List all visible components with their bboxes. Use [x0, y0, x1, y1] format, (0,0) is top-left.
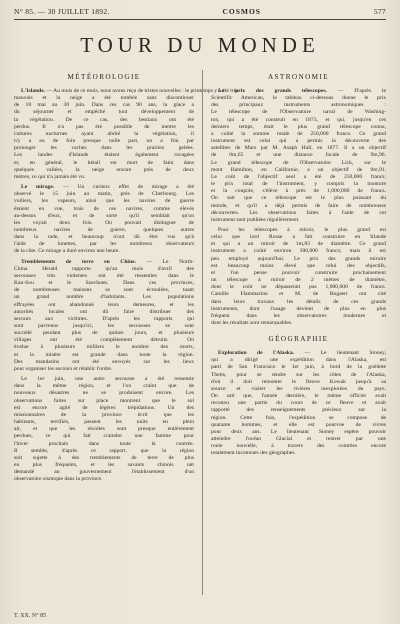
journal-name: COSMOS — [222, 7, 261, 16]
text-line — [211, 400, 386, 407]
right-column — [202, 70, 386, 595]
line-text: route nouvelle, à travers des contrées encore — [211, 443, 386, 450]
line-text: observations faites sur place montrent que le sol — [14, 397, 194, 404]
line-text: instrument sont publiées régulièrement. — [211, 216, 300, 223]
text-line — [14, 167, 194, 174]
line-text: habitants, terrifiés, passent les nuits en plein — [14, 419, 194, 426]
line-text: instrument a coûté environ 300,000 francs; mais il est — [211, 248, 386, 255]
text-line — [14, 448, 194, 455]
text-line — [211, 117, 386, 124]
text-line — [14, 323, 194, 330]
line-text: sont parvenus jusqu'ici, les secousses se sont — [14, 323, 194, 329]
article-mirage — [14, 184, 194, 256]
line-text: effrayées ont abandonné leurs demeures, et les — [14, 301, 194, 308]
line-text: instrument est celui qui a permis la découverte des — [211, 138, 386, 145]
text-line — [211, 131, 386, 138]
line-text: quarante hommes, et elle est pourvue de vivres — [211, 421, 386, 428]
text-line — [14, 330, 194, 337]
section-heading-meteorologie: MÉTÉOROLOGIE — [67, 73, 141, 81]
text-line — [211, 436, 386, 443]
issue-date: N° 85. — 30 JUILLET 1892. — [14, 7, 110, 16]
article-telescopes-suite — [211, 227, 386, 327]
line-text: et, en général, le bétail est mort de faim dans — [14, 159, 194, 166]
line-text: pour organiser les secours et rétablir l'ordre. — [14, 365, 113, 372]
text-line — [211, 443, 386, 450]
header-rule — [14, 19, 386, 20]
line-text: dans leurs travaux les détails de ces grands — [211, 298, 386, 305]
article-telescopes — [211, 88, 386, 224]
line-text: On sait que ce télescope est le plus puissant du — [211, 195, 386, 202]
line-text: derniers temps, était le plus grand télescope connu, — [211, 123, 386, 130]
line-text: et l'on pense pouvoir construire prochainement — [211, 269, 386, 276]
line-text: et la coupole, s'élève à près de 1,000,000 de francs. — [211, 188, 386, 195]
line-text: cultures nocturnes ayant abrité la végétation, il — [14, 130, 194, 137]
text-line — [14, 376, 194, 383]
text-line — [14, 109, 194, 116]
text-line — [211, 350, 386, 357]
line-text: air, et que les récoltes sont presque entièrement — [14, 426, 194, 433]
text-line — [211, 152, 386, 159]
text-line — [211, 217, 386, 224]
article-islande — [14, 88, 239, 181]
line-text: du séjourner et empêché tout développement de — [14, 109, 194, 116]
text-line — [14, 316, 194, 323]
line-text: étaient en vue, trois de ces navires, comme élevés — [14, 205, 194, 212]
line-text: un grand nombre d'habitants. Les populations — [14, 294, 194, 301]
article-title: Le prix des grands télescopes. — [218, 88, 327, 94]
text-line — [14, 366, 194, 373]
line-text: missionnaires de la province écrit que les — [14, 411, 194, 418]
text-line — [14, 398, 194, 405]
article-tremblements — [14, 259, 194, 374]
line-text: qui a dirigé une expédition dans l'Alaska, est — [211, 357, 386, 364]
text-line — [14, 419, 194, 426]
text-line — [211, 291, 386, 298]
text-line — [211, 256, 386, 263]
article-title: Le mirage. — [21, 184, 55, 191]
line-text: observé le 15 juin au matin, près de Cherbourg. Les — [14, 191, 194, 198]
line-text: Le 1er juin, une autre secousse a été ressentie — [21, 376, 194, 383]
text-line — [211, 188, 386, 195]
line-text: d'où il doit remonter le fleuve Kowak jusqu'à sa — [211, 378, 386, 385]
line-text: China Herald rapporte qu'au mois d'avril des — [14, 265, 194, 272]
text-line — [211, 299, 386, 306]
line-text: — Au mois de ce mois, nous avons reçu de tristes nouvelles : le printemps y a été très — [46, 88, 239, 94]
article-title: Exploration de l'Alaska. — [218, 350, 295, 357]
section-heading-geographie: GÉOGRAPHIE — [268, 335, 329, 344]
text-line — [14, 191, 194, 198]
left-column — [14, 70, 239, 595]
line-text: est encore agité de légères trépidations. Un des — [14, 404, 194, 411]
line-text: demandé au gouvernement l'établissement d'un — [14, 469, 194, 476]
line-text: Il semble, d'après ce rapport, que la région — [14, 447, 194, 454]
line-text: instruments, dont l'usage devient de plus en plus — [211, 305, 386, 312]
text-line — [14, 337, 194, 344]
article-title: L'Islande. — [21, 88, 46, 94]
line-text: monde, et qu'il a déjà permis de faire de nombreuses — [211, 202, 386, 209]
text-line — [14, 302, 194, 309]
article-alaska — [211, 350, 386, 457]
text-line — [14, 352, 194, 359]
text-line — [14, 95, 194, 102]
article-title: Tremblements de terre en Chine. — [21, 258, 136, 265]
line-text: Kan-Sou et le Szechuen. Dans ces provinces, — [14, 280, 194, 287]
text-line — [14, 405, 194, 412]
line-text: Scientific American, le tableau ci-dessous donne le prix — [211, 95, 386, 102]
text-line — [211, 234, 386, 241]
text-line — [211, 167, 386, 174]
line-text: pour deux ans. Le lieutenant Stoney espère pouvoir — [211, 428, 386, 435]
line-text: découvertes. Les observations faites à l'aide de cet — [211, 209, 386, 216]
line-text: Le grand télescope de l'Observatoire Lick, sur le — [211, 159, 386, 166]
text-line — [211, 306, 386, 313]
text-line — [211, 203, 386, 210]
text-line — [14, 145, 194, 152]
line-text: — Un curieux effet de mirage a été — [63, 184, 194, 191]
line-text: mont Hamilton, en Californie, a un objectif de 0m,91. — [211, 166, 386, 173]
text-line — [14, 259, 194, 266]
page-title: TOUR DU MONDE — [80, 33, 320, 57]
text-line — [211, 124, 386, 131]
text-line — [14, 273, 194, 280]
text-line — [14, 198, 194, 205]
article-tremblements-suite — [14, 376, 194, 483]
text-line — [14, 213, 194, 220]
line-text: région. Cette fois, l'expédition se compose de — [211, 414, 386, 421]
text-line — [14, 124, 194, 131]
line-text: des principaux instruments astronomiques : — [211, 102, 386, 109]
line-text: — Le North- — [146, 258, 194, 265]
text-line — [211, 429, 386, 436]
line-text: voiliers, les vapeurs, ainsi que les navires de guerre — [14, 198, 194, 205]
text-line — [14, 241, 194, 248]
line-text: On sait que, l'année dernière, le même officier avait — [211, 393, 386, 400]
line-text: villages ont été complètement détruits. On — [14, 337, 194, 344]
text-line — [211, 357, 386, 364]
line-text: ton, qui a été construit en 1873, et qui, jusqu'en ces — [211, 116, 386, 123]
line-text: mètres, ce qui n'a jamais été vu. — [14, 173, 86, 180]
text-line — [211, 263, 386, 270]
line-text: nombreux navires de guerre, quelques autres — [14, 226, 194, 233]
line-text: les voyait deux fois. On pouvait distinguer de — [14, 219, 194, 226]
section-heading-astronomie: ASTRONOMIE — [267, 73, 330, 81]
text-line — [211, 174, 386, 181]
line-text: mauvais et la neige a été tombée sans discontinuer — [14, 95, 194, 102]
line-text: perdus. Il n'a pas été possible de mettre les — [14, 123, 194, 130]
text-line — [14, 102, 194, 109]
text-line — [14, 390, 194, 397]
text-line — [14, 469, 194, 476]
line-text: quelques vallées, la neige encore près de deux — [14, 166, 194, 173]
text-line — [14, 220, 194, 227]
line-text: perdues, ce qui fait craindre une famine pour — [14, 433, 194, 440]
text-line — [14, 248, 194, 255]
line-text: dont le coût ne dépasserait pas 1,000,000 de francs. — [211, 284, 386, 291]
line-text: reconnu une partie du cours de ce fleuve et avait — [211, 400, 386, 407]
line-text: le prix total de l'instrument, y compris la monture — [211, 181, 386, 188]
text-line — [211, 195, 386, 202]
line-text: de 18 mai au 30 juin. Dans ces cas 90 ans, la glace a — [14, 102, 194, 109]
line-text: observatoire sismique dans la province. — [14, 476, 103, 483]
text-line — [14, 117, 194, 124]
line-text: au-dessus d'eux, et de sorte qu'il semblait qu'on — [14, 212, 194, 219]
line-text: a coûté la somme totale de 250,000 francs. Ce grand — [211, 130, 386, 137]
text-line — [211, 95, 386, 102]
text-line — [14, 266, 194, 273]
footer-signature: T. XX. N° 85 — [14, 613, 47, 619]
line-text: Pour les télescopes à miroir, le plus grand est — [218, 226, 386, 233]
text-line — [14, 152, 194, 159]
line-text: rapporté des renseignements précieux sur la — [211, 407, 386, 414]
line-text: fréquent dans les observatoires modernes et — [211, 312, 386, 319]
line-text: n'y a eu de foin presque nulle part, on a fini par — [14, 138, 194, 145]
line-text: de 0m,65 et une distance focale de 9m,96. — [211, 152, 386, 159]
text-line — [211, 320, 386, 327]
text-line — [14, 433, 194, 440]
text-line — [211, 313, 386, 320]
line-text: parti de San Francisco le 1er juin, à bord de la goélette — [211, 364, 386, 371]
text-line — [14, 441, 194, 448]
line-text: la végétation. De ce cas, des bestiaux ont été — [14, 116, 194, 123]
line-text: évalue à plusieurs milliers le nombre des morts, — [14, 344, 194, 351]
line-text: Camille Flammarion et M. de Bogaert ont cité — [211, 291, 386, 298]
line-text: — D'après le — [337, 88, 386, 94]
line-text: Le télescope de l'Observatoire naval de Washing- — [211, 109, 386, 116]
text-line — [14, 88, 239, 95]
text-line — [211, 109, 386, 116]
line-text: dans la rade, et beaucoup n'ont dû être vus qu'à — [14, 234, 194, 241]
text-line — [14, 280, 194, 287]
text-line — [14, 476, 194, 483]
text-line — [14, 184, 194, 191]
line-text: dont les résultats sont remarquables. — [211, 320, 293, 326]
text-line — [14, 383, 194, 390]
text-line — [211, 407, 386, 414]
text-line — [14, 309, 194, 316]
text-line — [14, 455, 194, 462]
text-line — [14, 462, 194, 469]
text-line — [211, 248, 386, 255]
line-text: Thetis, pour se rendre sur les côtes de l'Alaska, — [211, 371, 386, 378]
text-line — [211, 415, 386, 422]
text-line — [14, 160, 194, 167]
line-text: en plus fréquents, et les savants chinois ont — [14, 461, 194, 468]
line-text: peu employé aujourd'hui. Le prix des grands miroirs — [211, 255, 386, 262]
line-text: totalement inconnues des géographes. — [211, 450, 296, 457]
line-text: l'aide de lunettes, par les nombreux observateurs — [14, 241, 194, 248]
line-text: l'hiver prochain dans toute la contrée. — [14, 440, 194, 447]
line-text: un télescope à miroir de 2 mètres de diamètre, — [211, 277, 386, 284]
line-text: atteindre l'océan Glacial et rentrer par une — [211, 436, 386, 443]
line-text: soit sujette à des tremblements de terre de plus — [14, 454, 194, 461]
text-line — [211, 364, 386, 371]
page-number: 577 — [373, 7, 386, 16]
line-text: celui que lord Rosse a fait construire en Irlande — [211, 234, 386, 241]
text-line — [14, 138, 194, 145]
line-text: dans la même région, et l'on craint que de — [14, 383, 194, 390]
text-line — [211, 422, 386, 429]
text-line — [14, 206, 194, 213]
text-line — [14, 412, 194, 419]
text-line — [211, 102, 386, 109]
running-head — [14, 7, 386, 18]
line-text: de la côte. Ce mirage a duré environ une heure. — [14, 248, 120, 255]
line-text: et la misère est grande dans toute la région. — [14, 351, 194, 358]
line-text: de nombreuses maisons se sont écroulées, tuant — [14, 287, 194, 294]
text-line — [14, 287, 194, 294]
line-text: est beaucoup moins élevé que celui des objectifs, — [211, 262, 386, 269]
line-text: prolonger les vaches dans les prairies gelées. — [14, 145, 194, 152]
text-line — [211, 450, 386, 457]
text-line — [211, 160, 386, 167]
text-line — [14, 294, 194, 301]
line-text: Le coût de l'objectif seul a été de 250,000 francs; — [211, 173, 386, 180]
text-line — [211, 210, 386, 217]
line-text: — Le lieutenant Stoney, — [304, 350, 386, 357]
text-line — [211, 372, 386, 379]
text-line — [14, 227, 194, 234]
text-line — [14, 344, 194, 351]
text-line — [14, 359, 194, 366]
line-text: Des mandarins ont été envoyés sur les lieux — [14, 358, 194, 365]
line-text: nouveaux désastres ne se produisent encore. Les — [14, 390, 194, 397]
text-line — [211, 270, 386, 277]
line-text: autorités locales ont dû faire distribuer des — [14, 308, 194, 315]
text-columns — [14, 70, 386, 595]
text-line — [14, 234, 194, 241]
line-text: secours aux victimes. D'après les rapports qui — [14, 315, 194, 322]
line-text: succédé pendant plus de quinze jours, et plusieurs — [14, 330, 194, 337]
line-text: satellites de Mars par M. Asaph Hall, en 1877. Il a un objectif — [211, 145, 386, 152]
line-text: Les landes d'Islande étaient également ravagées — [14, 152, 194, 159]
text-line — [211, 379, 386, 386]
text-line — [14, 174, 194, 181]
line-text: et qui a un miroir de 1m,83 de diamètre. Ce grand — [211, 241, 386, 248]
text-line — [211, 284, 386, 291]
line-text: secousses très violentes ont été ressenties dans le — [14, 272, 194, 279]
line-text: source et visiter les rivières inexplorées du pays. — [211, 385, 386, 392]
